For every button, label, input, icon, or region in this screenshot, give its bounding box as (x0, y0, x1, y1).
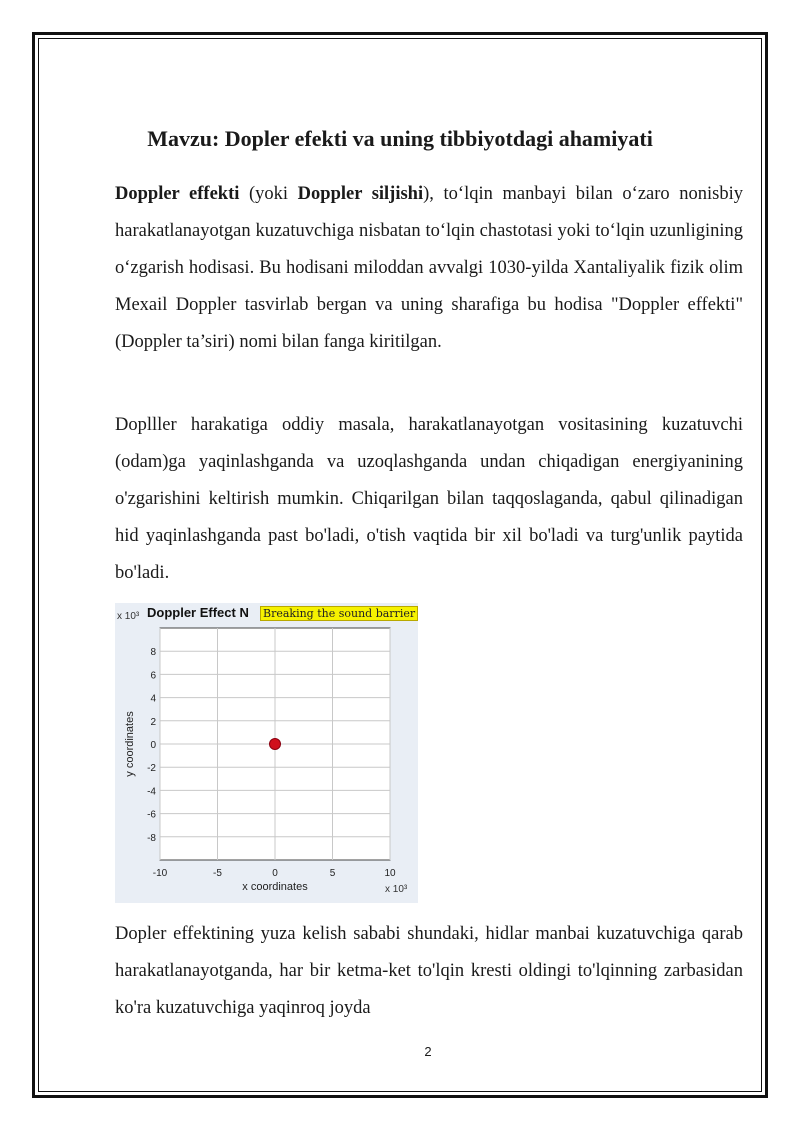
x-tick-label: -5 (213, 868, 222, 879)
paragraph-1 (115, 176, 743, 361)
document-title: Mavzu: Dopler efekti va uning tibbiyotdagi ahamiyati (147, 126, 653, 151)
y-tick-label: 4 (150, 693, 156, 705)
x-tick-label: 0 (272, 868, 278, 879)
x-axis-exponent: x 10³ (385, 884, 408, 895)
y-tick-label: 6 (150, 670, 156, 682)
data-point (270, 739, 281, 750)
x-axis-label: x coordinates (242, 881, 308, 893)
y-tick-label: -4 (147, 786, 156, 798)
y-tick-label: 8 (150, 647, 156, 659)
y-tick-label: 2 (150, 716, 156, 728)
y-tick-label: 0 (150, 740, 156, 751)
x-tick-label: 10 (384, 868, 396, 879)
figure-title: Doppler Effect N (147, 605, 249, 620)
doppler-plot (115, 603, 418, 903)
doppler-figure (115, 603, 418, 903)
y-axis-exponent: x 10³ (117, 611, 140, 622)
y-tick-label: -8 (147, 832, 156, 844)
paragraph-1-text-a: (yoki (239, 184, 298, 204)
figure-banner: Breaking the sound barrier (260, 606, 418, 621)
y-tick-label: -2 (147, 763, 156, 775)
page-number: 2 (424, 1044, 432, 1059)
paragraph-3: Dopler effektining yuza kelish sababi shundaki, hidlar manbai kuzatuvchiga qarab harakatlanayotganda, har bir ketma-ket to'lqin kresti oldingi to'lqinning zarbasidan ko'ra kuzatuvchiga yaqinroq joyda (115, 924, 743, 1018)
y-axis-label: y coordinates (124, 711, 136, 777)
paragraph-2: Doplller harakatiga oddiy masala, harakatlanayotgan vositasining kuzatuvchi (odam)ga yaqinlashganda va uzoqlashganda undan chiqadigan energiyanining o'zgarishini keltirish mumkin. Chiqarilgan bilan taqqoslaganda, qabul qilinadigan hid yaqinlashganda past bo'ladi, o'tish vaqtida bir xil bo'ladi va turg'unlik paytida bo'ladi. (115, 415, 743, 583)
term-doppler-effekti: Doppler effekti (115, 184, 240, 204)
x-tick-label: -10 (152, 868, 168, 879)
x-tick-label: 5 (329, 868, 336, 879)
paragraph-1-text-b: ), to‘lqin manbayi bilan o‘zaro nonisbiy harakatlanayotgan kuzatuvchiga nisbatan to‘lqin chastotasi yoki to‘lqin uzunligining o‘zgarish hodisasi. Bu hodisani miloddan avvalgi 1030-yilda Xantaliyalik fizik olim Mexail Doppler tasvirlab bergan va uning sharafiga bu hodisa "Doppler effekti" (Doppler ta’siri) nomi bilan fanga kiritilgan. (115, 184, 743, 352)
y-tick-label: -6 (147, 809, 156, 821)
term-doppler-siljishi: Doppler siljishi (297, 184, 424, 204)
